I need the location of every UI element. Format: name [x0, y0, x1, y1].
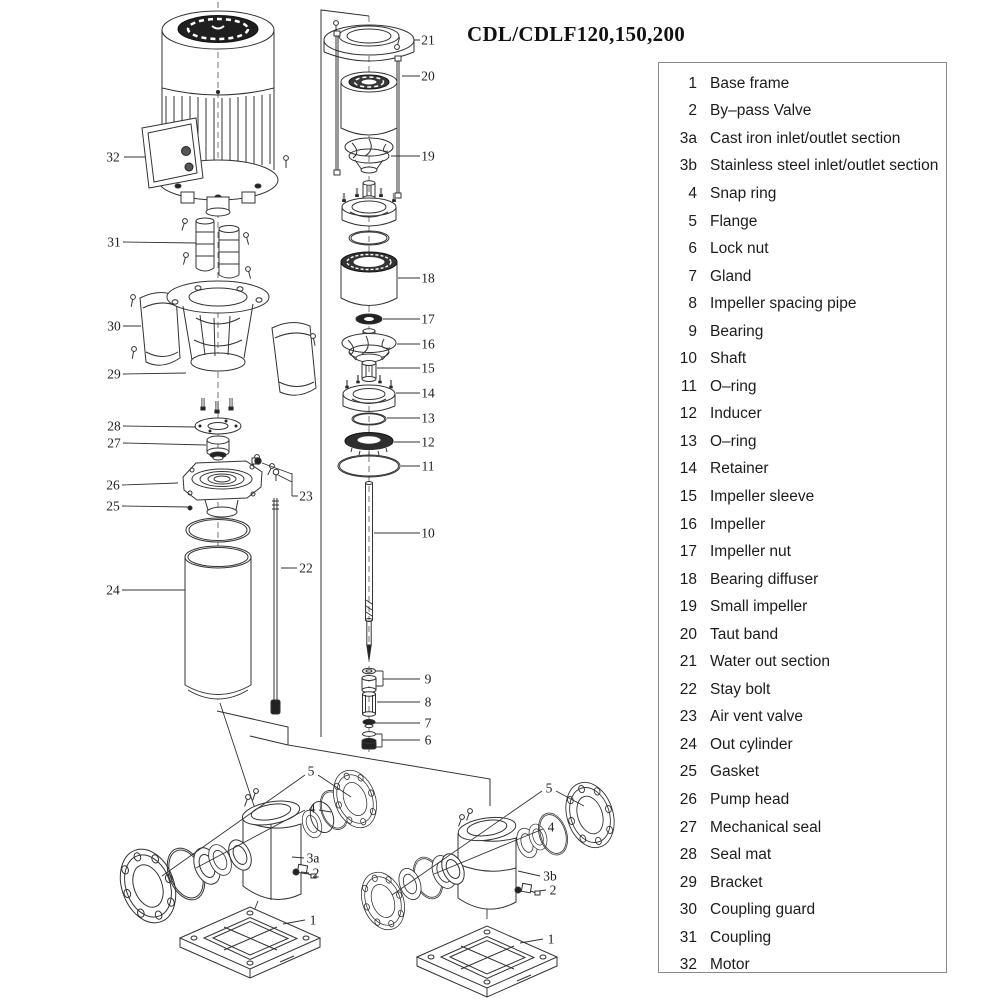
- part-name: Water out section: [710, 653, 831, 671]
- terminal-box: [142, 118, 203, 188]
- seal-mat: [195, 418, 241, 434]
- inlet-outlet-stainless: [354, 776, 622, 997]
- callout-label-19: 19: [421, 148, 435, 164]
- parts-list-row: [659, 538, 946, 566]
- part-number: 9: [688, 322, 697, 340]
- parts-list-row: [659, 511, 946, 539]
- parts-list-row: [659, 98, 946, 126]
- parts-list-row: [659, 373, 946, 401]
- callout-label-31: 31: [107, 234, 121, 250]
- mechanical-seal: [207, 436, 229, 460]
- part-name: Gland: [710, 267, 752, 285]
- part-number: 15: [679, 487, 697, 505]
- parts-list-row: [659, 786, 946, 814]
- part-number: 27: [679, 818, 697, 836]
- part-number: 6: [688, 240, 697, 258]
- part-number: 32: [679, 956, 697, 974]
- part-name: Retainer: [710, 460, 769, 478]
- part-number: 18: [679, 570, 697, 588]
- impeller-nut: [356, 314, 382, 324]
- part-number: 30: [679, 901, 697, 919]
- parts-list-row: [659, 814, 946, 842]
- parts-list-row: [659, 704, 946, 732]
- callout-label-10: 10: [421, 525, 435, 541]
- part-name: Impeller sleeve: [710, 487, 815, 505]
- diagram-title: CDL/CDLF120,150,200: [467, 22, 686, 46]
- part-name: Small impeller: [710, 598, 808, 616]
- inlet-outlet-cast-iron: [111, 764, 385, 978]
- part-name: Coupling: [710, 928, 772, 946]
- gland: [363, 719, 375, 727]
- part-number: 21: [679, 653, 697, 671]
- taut-band-left: [334, 31, 340, 175]
- part-name: Stay bolt: [710, 680, 771, 698]
- part-name: Impeller nut: [710, 543, 791, 561]
- part-name: Impeller spacing pipe: [710, 295, 857, 313]
- small-impeller: [345, 138, 393, 173]
- parts-list-row: [659, 869, 946, 897]
- parts-list-row: [659, 428, 946, 456]
- parts-list-row: [659, 401, 946, 429]
- parts-list-row: [659, 483, 946, 511]
- callout-label-28: 28: [107, 418, 121, 434]
- impeller-spacing-pipe: [363, 692, 376, 717]
- part-number: 28: [679, 846, 697, 864]
- part-number: 7: [688, 267, 697, 285]
- parts-list-row: [659, 345, 946, 373]
- part-number: 24: [679, 735, 697, 753]
- callout-label-1: 1: [547, 931, 555, 947]
- part-name: Gasket: [710, 763, 760, 781]
- part-number: 25: [679, 763, 697, 781]
- callout-label-29: 29: [107, 366, 121, 382]
- callout-label-2: 2: [549, 882, 557, 898]
- by-pass-valve-right: [515, 883, 540, 895]
- part-number: 8: [688, 295, 697, 313]
- flange: [326, 764, 384, 834]
- parts-list-row: [659, 566, 946, 594]
- callout-label-7: 7: [424, 715, 432, 731]
- bearing: [362, 668, 376, 692]
- part-number: 11: [680, 377, 697, 395]
- part-name: Snap ring: [710, 184, 777, 202]
- parts-list-row: [659, 290, 946, 318]
- callout-label-21: 21: [421, 32, 435, 48]
- part-name: Air vent valve: [710, 708, 804, 726]
- part-number: 31: [679, 928, 697, 946]
- part-number: 16: [679, 515, 697, 533]
- callout-label-5: 5: [307, 763, 315, 779]
- parts-list-row: [659, 648, 946, 676]
- part-name: Lock nut: [710, 240, 769, 258]
- part-name: Motor: [710, 956, 750, 974]
- motor-bolt-icon: [284, 156, 289, 168]
- callout-label-16: 16: [421, 336, 435, 352]
- callout-label-8: 8: [424, 694, 432, 710]
- part-number: 3b: [679, 157, 697, 175]
- lock-nut: [362, 732, 376, 749]
- part-name: Stainless steel inlet/outlet section: [710, 157, 939, 175]
- callout-label-9: 9: [424, 671, 432, 687]
- part-name: Out cylinder: [710, 735, 793, 753]
- part-number: 20: [679, 625, 697, 643]
- part-number: 13: [679, 432, 697, 450]
- part-name: Seal mat: [710, 846, 772, 864]
- callout-label-3b: 3b: [543, 868, 557, 884]
- callout-label-26: 26: [106, 477, 120, 493]
- callout-label-17: 17: [421, 311, 435, 327]
- parts-list-panel: [658, 62, 947, 973]
- part-name: O–ring: [710, 432, 757, 450]
- parts-list-row: [659, 621, 946, 649]
- part-number: 2: [688, 102, 697, 120]
- inducer: [345, 433, 393, 457]
- part-name: Flange: [710, 212, 758, 230]
- parts-list-row: [659, 456, 946, 484]
- callout-label-15: 15: [421, 360, 435, 376]
- part-name: Bracket: [710, 873, 763, 891]
- part-number: 19: [679, 598, 697, 616]
- part-number: 26: [679, 790, 697, 808]
- part-number: 22: [679, 680, 697, 698]
- callout-label-30: 30: [107, 318, 121, 334]
- part-name: Cast iron inlet/outlet section: [710, 129, 901, 147]
- callout-label-6: 6: [424, 732, 432, 748]
- motor: [142, 11, 288, 216]
- parts-list-row: [659, 208, 946, 236]
- base-frame-left: [180, 907, 320, 978]
- pump-head: [183, 454, 275, 517]
- callout-label-14: 14: [421, 385, 435, 401]
- callout-label-4: 4: [547, 819, 555, 835]
- callout-label-20: 20: [421, 68, 435, 84]
- impeller: [342, 329, 396, 362]
- callout-label-25: 25: [106, 498, 120, 514]
- part-name: Mechanical seal: [710, 818, 822, 836]
- callout-label-22: 22: [299, 560, 313, 576]
- part-number: 12: [679, 405, 697, 423]
- parts-list-row: [659, 896, 946, 924]
- callout-label-32: 32: [106, 149, 120, 165]
- callout-label-12: 12: [421, 434, 435, 450]
- part-number: 3a: [679, 129, 697, 147]
- callout-label-24: 24: [106, 582, 120, 598]
- stay-bolt: [271, 498, 280, 714]
- part-number: 17: [679, 543, 697, 561]
- part-name: Bearing diffuser: [710, 570, 819, 588]
- bearing-diffuser: [341, 252, 397, 306]
- parts-list-row: [659, 924, 946, 952]
- part-name: Base frame: [710, 74, 790, 92]
- part-name: Coupling guard: [710, 901, 816, 919]
- part-number: 4: [688, 184, 697, 202]
- part-number: 5: [688, 212, 697, 230]
- callout-label-13: 13: [421, 410, 435, 426]
- parts-list-row: [659, 180, 946, 208]
- callout-label-2: 2: [312, 865, 320, 881]
- coupling: [180, 218, 253, 279]
- parts-list-row: [659, 318, 946, 346]
- parts-list-row: [659, 263, 946, 291]
- callout-label-27: 27: [107, 435, 121, 451]
- part-number: 14: [679, 460, 697, 478]
- part-name: Impeller: [710, 515, 766, 533]
- callout-label-23: 23: [299, 488, 313, 504]
- part-number: 29: [679, 873, 697, 891]
- callout-label-5: 5: [545, 780, 553, 796]
- callout-label-11: 11: [421, 458, 435, 474]
- part-name: By–pass Valve: [710, 102, 812, 120]
- parts-list-row: [659, 70, 946, 98]
- callout-label-18: 18: [421, 270, 435, 286]
- chamber-cylinder: [341, 72, 397, 135]
- out-cylinder: [185, 546, 251, 699]
- parts-list-row: [659, 153, 946, 181]
- part-number: 10: [679, 350, 697, 368]
- part-number: 1: [688, 74, 697, 92]
- parts-list-row: [659, 125, 946, 153]
- part-name: Taut band: [710, 625, 779, 643]
- base-frame-right: [417, 926, 557, 997]
- parts-list-row: [659, 676, 946, 704]
- coupling-guard-right: [272, 322, 317, 395]
- callout-label-4: 4: [308, 800, 316, 816]
- part-name: Bearing: [710, 322, 764, 340]
- part-name: Pump head: [710, 790, 790, 808]
- part-number: 23: [679, 708, 697, 726]
- parts-list-row: [659, 952, 946, 980]
- callout-label-1: 1: [309, 912, 317, 928]
- callout-label-3a: 3a: [306, 850, 320, 866]
- parts-list-row: [659, 841, 946, 869]
- parts-list-row: [659, 235, 946, 263]
- part-name: Shaft: [710, 350, 747, 368]
- parts-list-row: [659, 593, 946, 621]
- part-name: O–ring: [710, 377, 757, 395]
- parts-list-row: [659, 759, 946, 787]
- parts-list-row: [659, 731, 946, 759]
- part-name: Inducer: [710, 405, 762, 423]
